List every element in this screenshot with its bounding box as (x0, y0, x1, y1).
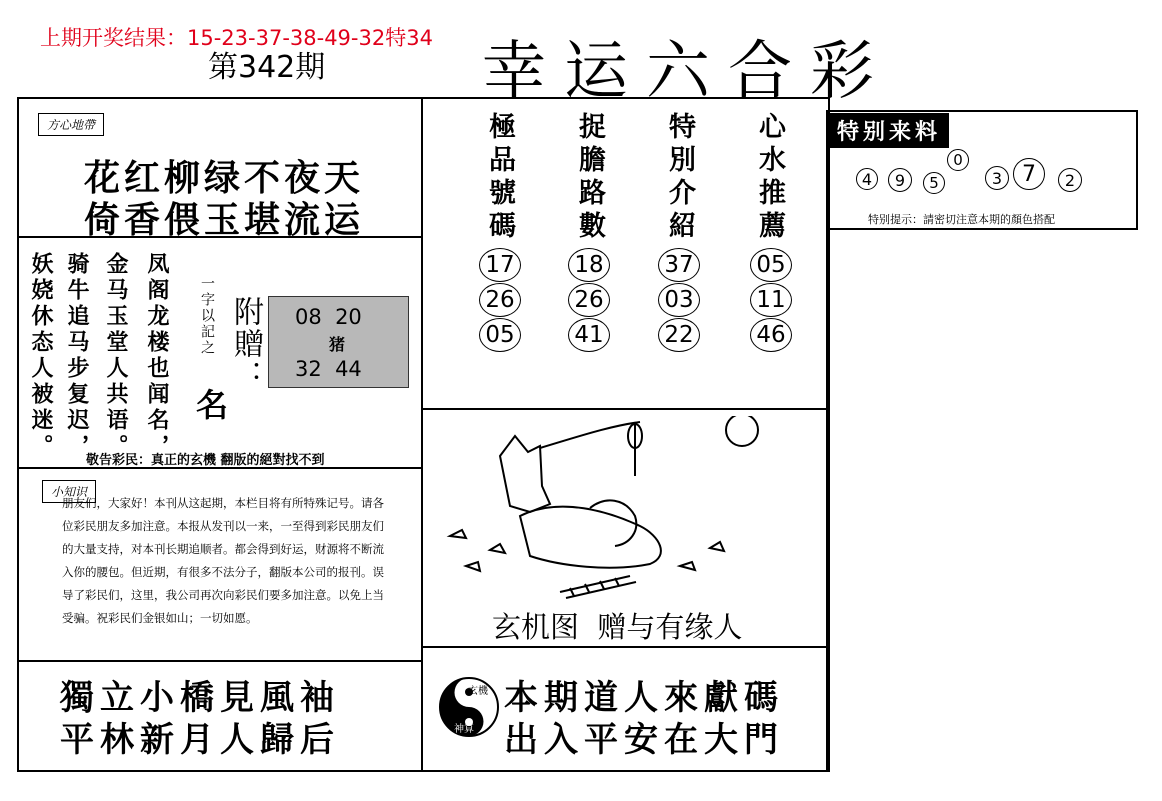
number-circle: 26 (568, 283, 610, 317)
verse-column-3: 骑牛追马步复迟， (64, 252, 90, 460)
verse-column-4: 妖娆休态人被迷。 (28, 252, 54, 460)
bottom-center-line-1: 本期道人來獻碼 (504, 678, 784, 718)
number-circle: 26 (479, 283, 521, 317)
number-circle: 17 (479, 248, 521, 282)
gift-label: 附贈： (228, 296, 263, 392)
digit-circle: 5 (923, 172, 945, 194)
verse-column-1: 凤阁龙楼也闻名， (144, 252, 170, 460)
hint-answer: 名 (196, 386, 229, 424)
seal-top-text: 玄機 (468, 686, 488, 697)
special-title: 特别来料 (829, 113, 949, 148)
notice-tag: 小知识 (42, 480, 96, 503)
header-column-3: 特別介紹 (664, 112, 695, 244)
number-circle: 05 (750, 248, 792, 282)
gift-zodiac: 猪 (329, 335, 346, 354)
verse-column-2: 金马玉堂人共语。 (103, 252, 129, 460)
number-circle: 22 (658, 318, 700, 352)
number-circle: 03 (658, 283, 700, 317)
divider-vertical-main (421, 97, 423, 772)
header-column-4: 心水推薦 (754, 112, 785, 244)
number-circle: 41 (568, 318, 610, 352)
digit-circle: 4 (856, 168, 878, 190)
bottom-poem-line-2: 平林新月人歸后 (60, 720, 340, 760)
mystery-illustration (430, 416, 822, 606)
page-title: 幸运六合彩 (482, 35, 892, 109)
divider-center-1 (421, 408, 830, 410)
warning-text: 敬告彩民：真正的玄機 翻版的絕對找不到 (86, 453, 325, 468)
number-circle: 37 (658, 248, 700, 282)
bottom-poem-line-1: 獨立小橋見風袖 (60, 678, 340, 718)
special-tip: 特别提示：請密切注意本期的顏色搭配 (868, 213, 1055, 226)
digit-circle: 7 (1013, 158, 1045, 190)
number-circle: 05 (479, 318, 521, 352)
digit-circle: 3 (985, 166, 1009, 190)
gift-numbers-box (268, 296, 409, 388)
seal-bottom-text: 神算 (454, 724, 474, 735)
gift-row-2: 32 44 (295, 357, 362, 381)
header-column-1: 極品號碼 (484, 112, 515, 244)
gift-row-1: 08 20 (295, 305, 362, 329)
digit-circle: 9 (888, 168, 912, 192)
tag-label: 方心地帶 (38, 113, 104, 136)
yin-yang-seal (438, 676, 500, 738)
bottom-center-line-2: 出入平安在大門 (504, 720, 784, 760)
divider-center-2 (421, 646, 830, 648)
divider-right-col (826, 230, 828, 772)
number-circle: 18 (568, 248, 610, 282)
previous-result: 上期开奖结果：15-23-37-38-49-32特34 (40, 26, 433, 50)
header-column-2: 捉膽路數 (574, 112, 605, 244)
issue-number: 第342期 (208, 50, 326, 85)
divider-left-3 (17, 660, 421, 662)
digit-circle: 0 (947, 149, 969, 171)
poem-line-2: 倚香偎玉堪流运 (84, 199, 365, 241)
number-circle: 11 (750, 283, 792, 317)
poem-line-1: 花红柳绿不夜天 (84, 157, 365, 199)
hint-small: 一字以記之 (199, 276, 215, 356)
notice-text: 朋友们，大家好！本刊从这起期，本栏目将有所特殊记号。请各位彩民朋友多加注意。本报从发刊以一来，一至得到彩民朋友们的大量支持，对本刊长期追顺者。都会得到好运，财源将不断流入你的腰包。但近期，有很多不法分子，翻版本公司的报刊。误导了彩民们，这里，我公司再次向彩民们要多加注意。以免上当受骗。祝彩民们金银如山；一切如愿。 (62, 496, 384, 625)
number-circle: 46 (750, 318, 792, 352)
picture-caption: 玄机图 赠与有缘人 (492, 610, 743, 644)
digit-circle: 2 (1058, 168, 1082, 192)
